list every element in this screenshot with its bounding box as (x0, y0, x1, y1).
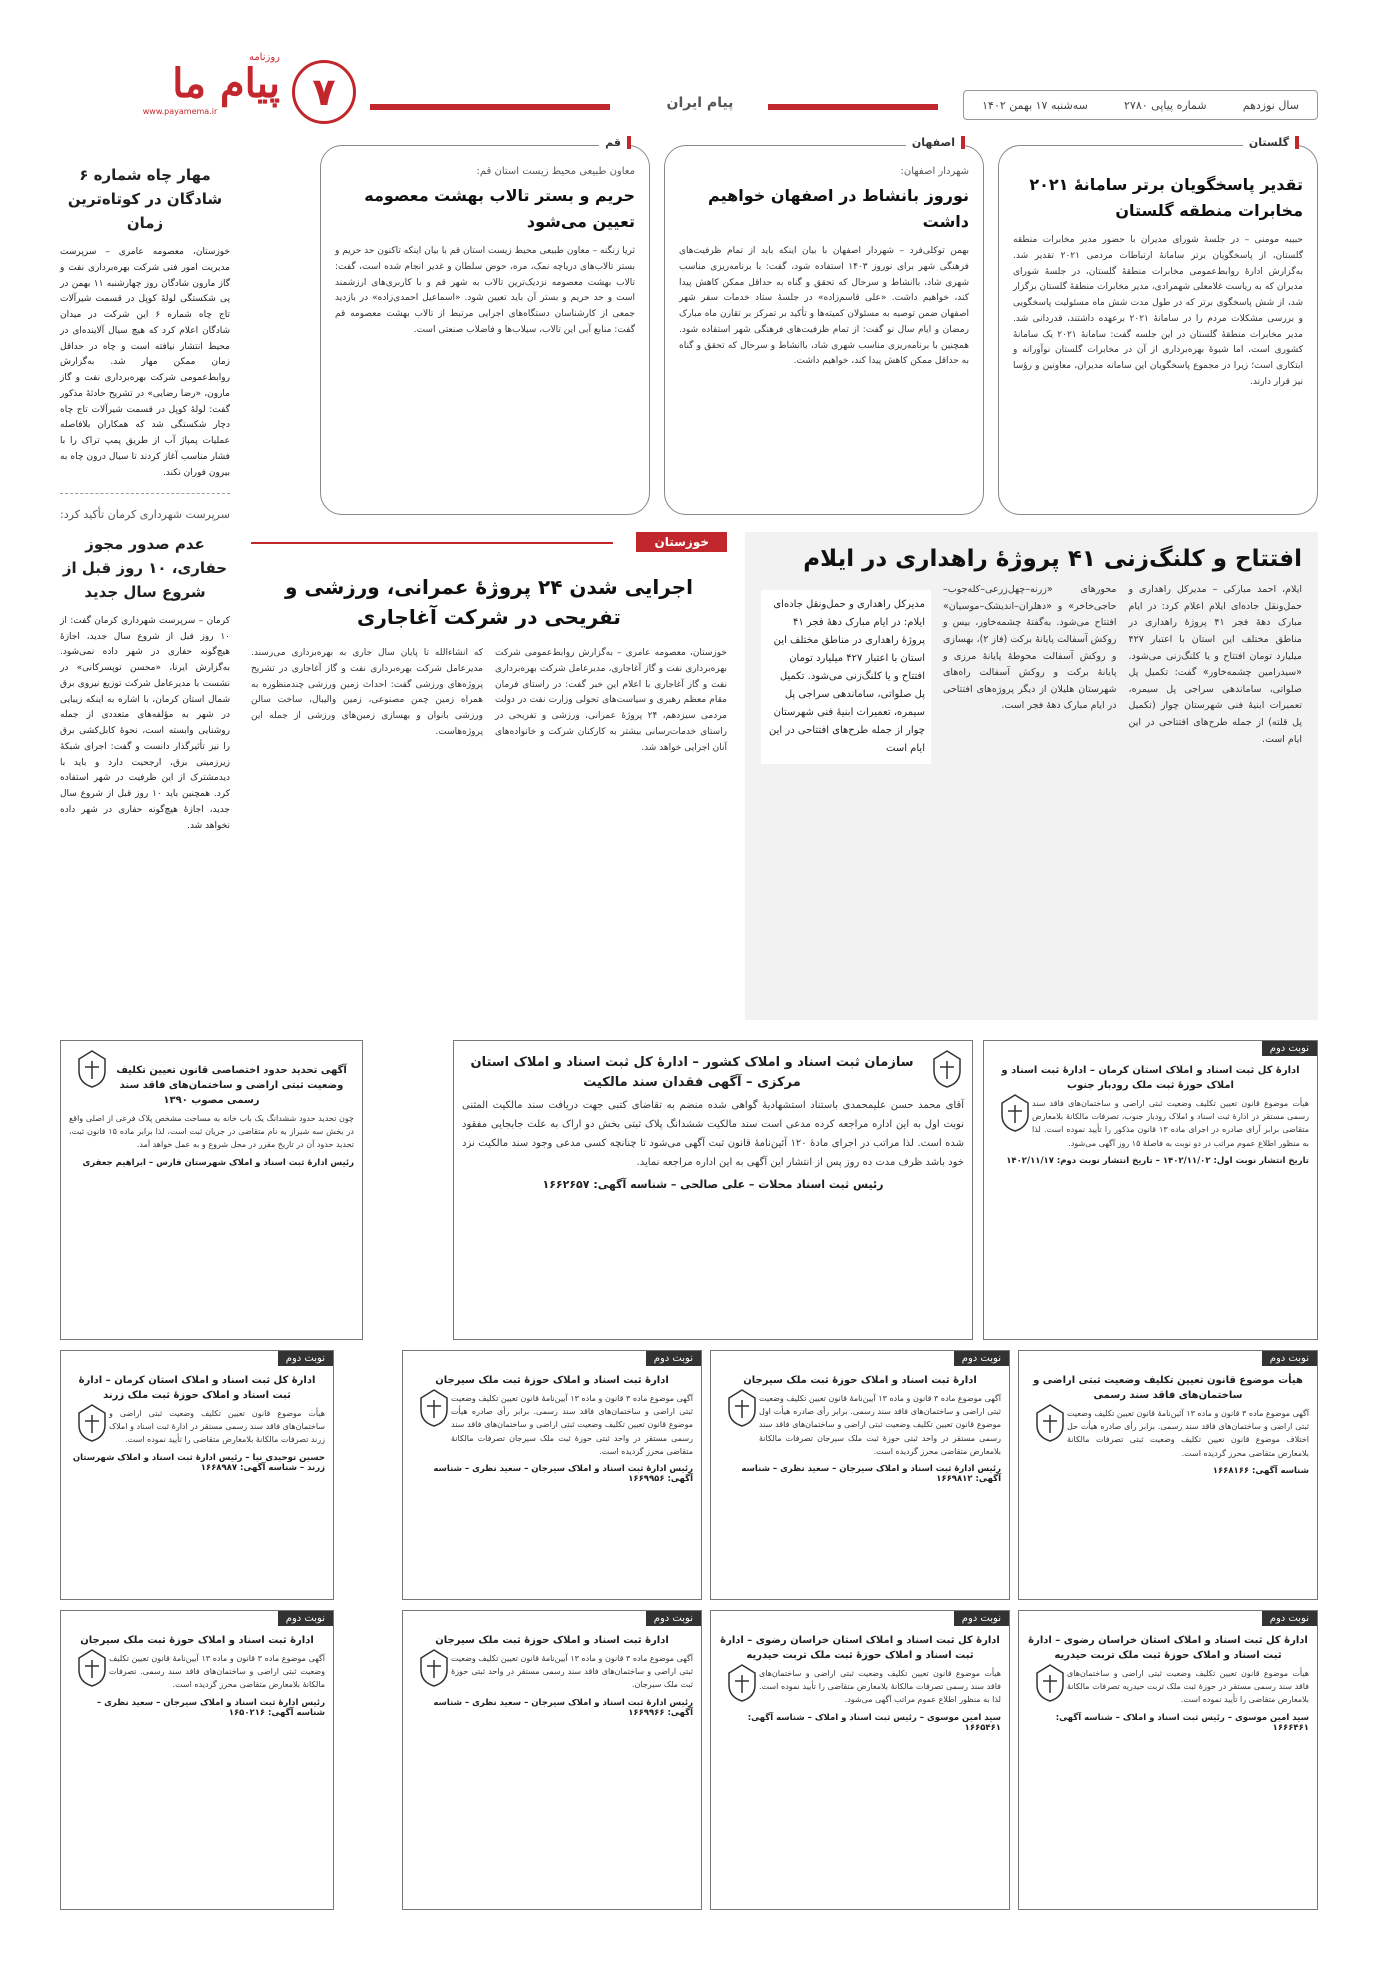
masthead (60, 52, 1318, 130)
left-headline: مهار چاه شماره ۶ شادگان در کوتاه‌ترین زمان (67, 166, 223, 232)
ad-body: آگهی موضوع ماده ۳ قانون و ماده ۱۳ آیین‌نامۀ قانون تعیین تکلیف وضعیت ثبتی اراضی و ساختمان‌های فاقد سند رسمی. برابر رأی صادره هیأت موضوع قانون تعیین تکلیف وضعیت ثبتی اراضی و ساختمان‌های فاقد سند رسمی مستقر در واحد ثبتی حوزۀ ثبت ملک سیرجان تصرفات مالکانۀ متقاضی محرز گردیده است. (451, 1394, 693, 1456)
ad-badge: نوبت دوم (1262, 1611, 1317, 1626)
emblem-icon (75, 1049, 109, 1089)
story-tag: خوزستان (636, 532, 727, 552)
ad-body: آگهی موضوع ماده ۳ قانون و ماده ۱۳ آیین‌نامۀ قانون تعیین تکلیف وضعیت ثبتی اراضی و ساختمان‌های فاقد سند رسمی. تصرفات مالکانۀ بلامعارض متقاضی محرز گردیده است. (109, 1654, 326, 1690)
decor-bar (768, 104, 938, 110)
story-headline: اجرایی شدن ۲۴ پروژۀ عمرانی، ورزشی و تفریحی در شرکت آغاجاری (284, 575, 693, 629)
divider (60, 493, 230, 494)
page-number: ۷ (292, 60, 356, 124)
ad-body: هیأت موضوع قانون تعیین تکلیف وضعیت ثبتی اراضی و ساختمان‌های فاقد سند رسمی مستقر در حوزۀ ثبت ملک تربت حیدریه تصرفات مالکانۀ بلامعارض متقاضی را تأیید نموده است. (1067, 1669, 1309, 1705)
story-khuzestan (245, 532, 733, 1020)
caption-column (761, 582, 931, 764)
story-columns (761, 582, 1302, 764)
story-headline: افتتاح و کلنگ‌زنی ۴۱ پروژۀ راهداری در ایلام (803, 546, 1302, 572)
emblem-icon (417, 1388, 451, 1428)
logo-url: www.payamema.ir (142, 107, 218, 116)
emblem-icon (1033, 1403, 1067, 1443)
story-tag: اصفهان (906, 136, 965, 149)
ad-notice (60, 1610, 334, 1910)
ad-title: ادارۀ کل ثبت اسناد و املاک استان خراسان رضوی – ادارۀ ثبت اسناد و املاک حوزۀ ثبت ملک تربت حیدریه (720, 1635, 1000, 1661)
emblem-icon (725, 1388, 759, 1428)
story-body: بهمن توکلی‌فرد – شهردار اصفهان با بیان اینکه باید از تمام ظرفیت‌های فرهنگی شهر برای نوروز ۱۴۰۳ استفاده شود، گفت: با برنامه‌ریزی مناسب شهری شاد، باانشاط و سرحال که تحقق و گناه به حداقل ممکن کاهش پیدا کند، خواهیم داشت. «علی قاسم‌زاده» در جلسۀ ستاد خدمات سفر شهر اصفهان ضمن توصیه به مسئولان کمیته‌ها و تأکید بر تمرکز بر تقارن ماه مبارک رمضان و ایام سال نو گفت: از تمام ظرفیت‌های فرهنگی شهر استفاده شود. همچنین با برنامه‌ریزی مناسب شهری شاد، باانشاط و سرحال که تحقق و گناه به حداقل ممکن کاهش پیدا کند، خواهیم داشت. (679, 246, 969, 367)
decor-bar (370, 104, 610, 110)
ad-footer: تاریخ انتشار نوبت اول: ۱۴۰۲/۱۱/۰۲ – تاریخ انتشار نوبت دوم: ۱۴۰۲/۱۱/۱۷ (1006, 1155, 1309, 1166)
story-body: که انشاءالله تا پایان سال جاری به بهره‌برداری می‌رسند. مدیرعامل شرکت بهره‌برداری نفت و گاز آغاجاری در تشریح پروژه‌های ورزشی گفت: احداث زمین ورزشی چندمنظوره به همراه زمین چمن مصنوعی، زمین والیبال، ساخت سالن ورزشی بانوان و بهسازی زمین‌های ورزشی از جمله این پروژه‌هاست. (251, 648, 483, 737)
decor-bar (251, 542, 613, 544)
emblem-icon (1033, 1663, 1067, 1703)
ad-title: ادارۀ ثبت اسناد و املاک حوزۀ ثبت ملک سیرجان (80, 1635, 314, 1646)
ad-badge: نوبت دوم (646, 1611, 701, 1626)
issue-number: شماره پیاپی ۲۷۸۰ (1124, 98, 1207, 112)
ad-body: آگهی موضوع ماده ۳ قانون و ماده ۱۳ آیین‌نامۀ قانون تعیین تکلیف وضعیت ثبتی اراضی و ساختمان‌های فاقد سند رسمی. برابر رأی صادره هیأت اول موضوع قانون تعیین تکلیف وضعیت ثبتی اراضی و ساختمان‌های فاقد سند رسمی مستقر در واحد ثبتی حوزۀ ثبت ملک سیرجان تصرفات مالکانۀ بلامعارض متقاضی محرز گردیده است. (759, 1394, 1001, 1456)
ad-footer: رئیس ثبت اسناد محلات – علی صالحی – شناسه آگهی: ۱۶۶۲۶۵۷ (542, 1178, 884, 1191)
year: سال نوزدهم (1242, 98, 1299, 112)
issue-info (963, 90, 1318, 120)
ad-body: آگهی موضوع ماده ۳ قانون و ماده ۱۳ آئین‌نامۀ قانون تعیین تکلیف وضعیت ثبتی اراضی و ساختمان‌های فاقد سند رسمی. برابر رأی صادره هیأت حل اختلاف موضوع قانون تعیین تکلیف وضعیت ثبتی تصرفات مالکانۀ بلامعارض متقاضی محرز گردیده است. (1067, 1409, 1309, 1458)
logo (80, 52, 280, 120)
ad-badge: نوبت دوم (646, 1351, 701, 1366)
ad-title: سازمان ثبت اسناد و املاک کشور – ادارۀ کل ثبت اسناد و املاک استان مرکزی – آگهی فقدان سند مالکیت (470, 1055, 914, 1090)
story-body: حبیبه مومنی – در جلسۀ شورای مدیران با حضور مدیر مخابرات منطقه گلستان، از پاسخگویان برتر سامانۀ ارتباطات مردمی ۲۰۲۱ تقدیر شد. به‌گزارش ادارۀ روابط‌عمومی مخابرات منطقۀ گلستان، در جلسۀ شورای مدیران که به ریاست غلامعلی شهمرادی، مدیر مخابرات منطقۀ گلستان برگزار شد، از شش پاسخگوی برتر که در طول مدت شش ماه مسئولیت پاسخگویی و بررسی مشکلات مردم را در سامانۀ ۲۰۲۱ برعهده داشتند، قدردانی شد. مدیر مخابرات منطقۀ گلستان در این جلسه گفت: سامانۀ ۲۰۲۱ یک سامانۀ کشوری است، اما شیوۀ بهره‌برداری از آن در مخابرات گلستان نوآورانه و ابتکاری است؛ زیرا در مجموع پاسخگویان این سامانه مدیران، معاونین و رؤسا نیز قرار دارند. (1013, 235, 1303, 387)
story-headline: حریم و بستر تالاب بهشت معصومه تعیین می‌شود (364, 186, 635, 231)
ad-footer: رئیس ادارۀ ثبت اسناد و املاک سیرجان – سعید نظری – شناسه آگهی: ۱۶۶۹۹۶۶ (433, 1697, 693, 1718)
ad-footer: رئیس ادارۀ ثبت اسناد و املاک سیرجان – سعید نظری – شناسه آگهی: ۱۶۶۹۸۱۲ (741, 1463, 1001, 1484)
story-ilam (745, 532, 1318, 1020)
ad-title: آگهی تحدید حدود اختصاصی قانون تعیین تکلیف وضعیت ثبتی اراضی و ساختمان‌های فاقد سند رسمی مصوب ۱۳۹۰ (116, 1065, 347, 1106)
ad-badge: نوبت دوم (1262, 1041, 1317, 1056)
story-columns (251, 646, 727, 756)
left-body: خوزستان، معصومه عامری – سرپرست مدیریت امور فنی شرکت بهره‌برداری نفت و گاز مارون شادگان روز چهارشنبه ۱۱ بهمن در پی شکستگی لولۀ کوپل در قسمت شیرآلات تاج چاه شماره ۶ این شرکت در میدان شادگان اعلام کرد که هیچ سیال آلاینده‌ای در محیط انتشار نیافته است و چاه در حداقل زمان ممکن مهار شد. به‌گزارش روابط‌عمومی شرکت بهره‌برداری نفت و گاز مارون، «رضا رضایی» در تشریح حادثۀ مذکور گفت: لولۀ کوپل در قسمت شیرآلات تاج چاه دچار شکستگی شد که همکاران بلافاصله عملیات پمپاژ آب از طریق پمپ تراک را با فشار مناسب آغاز کردند تا سیال درون چاه به بیرون فوران نکند. (60, 247, 230, 478)
emblem-icon (930, 1049, 964, 1089)
emblem-icon (417, 1648, 451, 1688)
ad-title: ادارۀ کل ثبت اسناد و املاک استان خراسان رضوی – ادارۀ ثبت اسناد و املاک حوزۀ ثبت ملک تربت حیدریه (1028, 1635, 1308, 1661)
ad-notice (710, 1610, 1010, 1910)
ad-badge: نوبت دوم (1262, 1351, 1317, 1366)
ad-notice (60, 1040, 363, 1340)
emblem-icon (725, 1663, 759, 1703)
ad-body: هیأت موضوع قانون تعیین تکلیف وضعیت ثبتی اراضی و ساختمان‌های فاقد سند رسمی مستقر در ادارۀ ثبت اسناد و املاک زرند تصرفات مالکانۀ بلامعارض متقاضی را تأیید نموده است. (109, 1409, 325, 1445)
story-tag: قم (599, 136, 631, 149)
ad-title: ادارۀ کل ثبت اسناد و املاک استان کرمان – ادارۀ ثبت اسناد و املاک حوزۀ ثبت ملک رودبار جنوب (1001, 1065, 1300, 1091)
emblem-icon (998, 1093, 1032, 1133)
ad-notice (1018, 1610, 1318, 1910)
story-kicker: معاون طبیعی محیط زیست استان قم: (476, 166, 635, 177)
story-isfahan (664, 136, 984, 515)
ad-body: هیأت موضوع قانون تعیین تکلیف وضعیت ثبتی اراضی و ساختمان‌های فاقد سند رسمی تصرفات مالکانۀ بلامعارض متقاضی را تأیید نموده است. لذا به منظور اطلاع عموم مراتب آگهی می‌شود. (759, 1669, 1001, 1705)
ad-footer: رئیس ادارۀ ثبت اسناد و املاک شهرستان فارس – ابراهیم جعفری (82, 1157, 354, 1168)
ad-title: ادارۀ ثبت اسناد و املاک حوزۀ ثبت ملک سیرجان (435, 1635, 669, 1646)
ad-body: آقای محمد حسن علیمحمدی باستناد استشهادیۀ گواهی شده منضم به تقاضای کتبی جهت دریافت سند مالکیت المثنی نوبت اول به این اداره مراجعه کرده مدعی است سند مالکیت ششدانگ پلاک ثبتی بخش دو اراک به علت جابجایی مفقود شده است. لذا مراتب در اجرای مادۀ ۱۲۰ آئین‌نامۀ قانون ثبت آگهی می‌شود تا چنانچه کسی مدعی وجود سند مالکیت نزد خود باشد ظرف مدت ده روز پس از انتشار این آگهی به این اداره مراجعه نماید. (462, 1100, 964, 1168)
left-column (60, 145, 230, 1025)
ad-badge: نوبت دوم (278, 1611, 333, 1626)
ad-badge: نوبت دوم (954, 1351, 1009, 1366)
story-body: خوزستان، معصومه عامری – به‌گزارش روابط‌عمومی شرکت بهره‌برداری نفت و گاز آغاجاری، مدیرعامل شرکت بهره‌برداری نفت و گاز آغاجاری با اعلام این خبر گفت: در راستای فرمان مقام معظم رهبری و سیاست‌های تحولی وزارت نفت در دولت مردمی سیزدهم، ۲۴ پروژۀ عمرانی، ورزشی و تفریحی در راستای خدمات‌رسانی بیشتر به کارکنان شرکت و خانواده‌های آنان اجرایی خواهد شد. (495, 648, 727, 753)
ad-footer: رئیس ادارۀ ثبت اسناد و املاک سیرجان – سعید نظری – شناسه آگهی: ۱۶۶۹۹۵۶ (433, 1463, 693, 1484)
photo-caption: مدیرکل راهداری و حمل‌ونقل جاده‌ای ایلام: در ایام مبارک دهۀ فجر ۴۱ پروژۀ راهداری در مناطق مختلف این استان با اعتبار ۴۲۷ میلیارد تومان افتتاح و یا کلنگ‌زنی می‌شود. تکمیل پل صلواتی، ساماندهی سراجی پل سیمره، تعمیرات ابنیۀ فنی شهرستان چوار از جمله طرح‌های افتتاحی در این ایام است (761, 590, 931, 764)
ad-body: چون تحدید حدود ششدانگ یک باب خانه به مساحت مشخص پلاک فرعی از اصلی واقع در بخش سه شیراز به نام متقاضی در جریان ثبت است، لذا برابر ماده ۱۵ قانون ثبت، تحدید حدود آن در تاریخ مقرر در محل شروع و به عمل خواهد آمد. (69, 1114, 354, 1150)
emblem-icon (75, 1648, 109, 1688)
story-golestan (998, 136, 1318, 515)
ad-badge: نوبت دوم (954, 1611, 1009, 1626)
story-body: ثریا زنگنه – معاون طبیعی محیط زیست استان قم با بیان اینکه تاکنون حد حریم و بستر تالاب‌های دریاچه نمک، مره، حوض سلطان و غدیر انجام شده است، گفت: تالاب بهشت معصومه نزدیک‌ترین تالاب به شهر قم و با کاربری‌های ارزشمند است و حد حریم و بستر آن باید تعیین شود. «اسماعیل احمدی‌زاده» در بازدید جمعی از کارشناسان دستگاه‌های اجرایی مرتبط از تالاب بهشت معصومه قم گفت: منابع آبی این تالاب، سیلاب‌ها و فاضلاب صنعتی است. (335, 246, 635, 335)
story-body: ایلام، احمد مبارکی – مدیرکل راهداری و حمل‌ونقل جاده‌ای ایلام اعلام کرد: در ایام مبارک دهۀ فجر ۴۱ پروژۀ راهداری در مناطق مختلف این استان با اعتبار ۴۲۷ میلیارد تومان افتتاح و یا کلنگ‌زنی می‌شود. «سیدرامین چشمه‌خاور» گفت: تکمیل پل صلواتی، ساماندهی سراجی پل سیمره، تعمیرات ابنیۀ فنی شهرستان چوار (تکمیل پل قلته) از جمله طرح‌های افتتاحی در این ایام است. (1128, 584, 1302, 745)
ad-body: هیأت موضوع قانون تعیین تکلیف وضعیت ثبتی اراضی و ساختمان‌های فاقد سند رسمی مستقر در ادارۀ ثبت اسناد و املاک رودبار جنوب، تصرفات مالکانۀ بلامعارض متقاضی برابر آرای صادره در اجرای ماده ۱۳ قانون مذکور را تأیید نموده است. لذا به منظور اطلاع عموم مراتب در دو نوبت به فاصلۀ ۱۵ روز آگهی می‌شود. (1032, 1099, 1309, 1148)
ad-title: هیأت موضوع قانون تعیین تکلیف وضعیت ثبتی اراضی و ساختمان‌های فاقد سند رسمی (1033, 1375, 1303, 1401)
story-body: محورهای «زرنه–چهل‌زرعی–کله‌جوب–حاجی‌خاخر» و «دهلران–اندیشک–موسیان» افتتاح می‌شود. به‌گفتۀ چشمه‌خاور، بیس و روکش آسفالت پایانۀ برکت (فاز ۲)، بهسازی و روکش آسفالت محوطۀ پایانۀ مرزی و پایانۀ برکت و روکش آسفالت راه‌های شهرستان هلیلان از دیگر پروژه‌های افتتاحی در ایام مبارک دهۀ فجر است. (943, 584, 1117, 712)
ad-notice (60, 1350, 334, 1600)
ad-title: ادارۀ کل ثبت اسناد و املاک استان کرمان – ادارۀ ثبت اسناد و املاک حوزۀ ثبت ملک زرند (78, 1375, 316, 1401)
ad-footer: حسین توحیدی نیا – رئیس ادارۀ ثبت اسناد و املاک شهرستان زرند – شناسه آگهی: ۱۶۶۸۹۸۷ (72, 1452, 325, 1473)
ad-notice (1018, 1350, 1318, 1600)
issue-date: سه‌شنبه ۱۷ بهمن ۱۴۰۲ (982, 98, 1088, 112)
ad-title: ادارۀ ثبت اسناد و املاک حوزۀ ثبت ملک سیرجان (435, 1375, 669, 1386)
story-kicker: شهردار اصفهان: (900, 166, 969, 177)
story-qom (320, 136, 650, 515)
ad-footer: سید امین موسوی – رئیس ثبت اسناد و املاک – شناسه آگهی: ۱۶۶۶۴۶۱ (1055, 1712, 1309, 1733)
ad-notice (983, 1040, 1318, 1340)
ad-footer: سید امین موسوی – رئیس ثبت اسناد و املاک – شناسه آگهی: ۱۶۶۵۴۶۱ (747, 1712, 1001, 1733)
section-title: پیام ایران (666, 95, 734, 111)
story-headline: نوروز بانشاط‌ در اصفهان خواهیم داشت (708, 186, 969, 231)
ad-badge: نوبت دوم (278, 1351, 333, 1366)
ad-notice (402, 1610, 702, 1910)
logo-text: پیام ما (172, 60, 280, 107)
left-kicker: سرپرست شهرداری کرمان تأکید کرد: (60, 508, 230, 522)
ad-footer: شناسه آگهی: ۱۶۶۸۱۶۶ (1212, 1465, 1309, 1476)
left-headline: عدم صدور مجوز حفاری، ۱۰ روز قبل از شروع سال جدید (62, 534, 228, 601)
story-headline: تقدیر پاسخگویان برتر سامانۀ ۲۰۲۱ مخابرات منطقه گلستان (1029, 175, 1303, 220)
ad-notice (453, 1040, 973, 1340)
logo-kicker: روزنامه (248, 52, 280, 63)
left-body: کرمان – سرپرست شهرداری کرمان گفت: از ۱۰ روز قبل از شروع سال جدید، اجازۀ هیچ‌گونه حفاری در شهر داده نمی‌شود. به‌گزارش ایرنا، «محسن توپسرکانی» در نشست با مدیرعامل شرکت توزیع نیروی برق شمال استان کرمان، با اشاره به اینکه زیبایی در شهر به مؤلفه‌های متعددی از جمله روشنایی وابسته است، نحوۀ کابل‌کشی برق را نیز تأثیرگذار دانست و گفت: اجرای شبکۀ زیرزمینی برق، ارجحیت دارد و باید با دیدمشترک از این ظرفیت در شهر استفاده کرد. همچنین باید ۱۰ روز قبل از شروع سال جدید، اجازۀ هیچ‌گونه حفاری در شهر داده نخواهد شد. (60, 615, 230, 831)
emblem-icon (75, 1403, 109, 1443)
ad-body: آگهی موضوع ماده ۳ قانون و ماده ۱۳ آیین‌نامۀ قانون تعیین تکلیف وضعیت ثبتی اراضی و ساختمان‌های فاقد سند رسمی مستقر در واحد ثبتی حوزۀ ثبت ملک سیرجان. (451, 1654, 693, 1690)
ad-title: ادارۀ ثبت اسناد و املاک حوزۀ ثبت ملک سیرجان (743, 1375, 977, 1386)
story-tag: گلستان (1243, 136, 1299, 149)
ad-footer: رئیس ادارۀ ثبت اسناد و املاک سیرجان – سعید نظری – شناسه آگهی: ۱۶۵۰۲۱۶ (96, 1697, 325, 1718)
ad-notice (402, 1350, 702, 1600)
ad-notice (710, 1350, 1010, 1600)
